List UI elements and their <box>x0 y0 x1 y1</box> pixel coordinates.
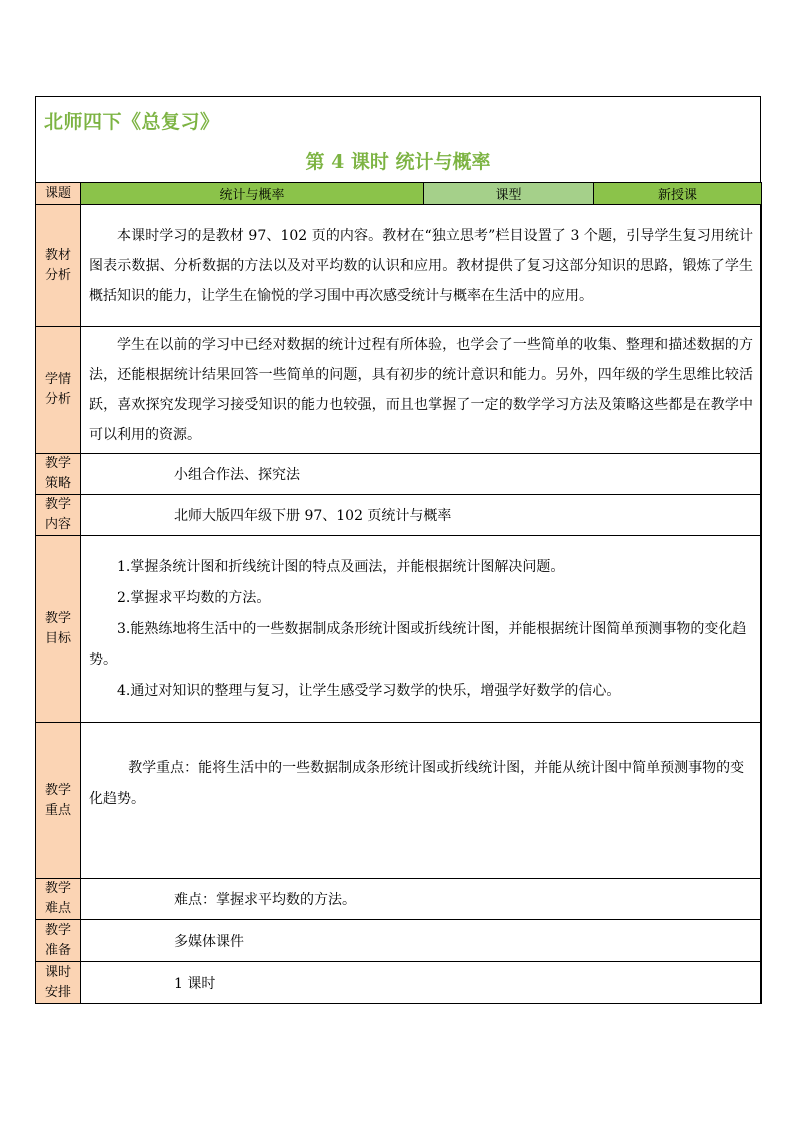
strategy-text: 小组合作法、探究法 <box>81 454 762 495</box>
lesson-title: 第 4 课时 统计与概率 <box>305 151 491 173</box>
student-analysis-text <box>81 327 762 454</box>
student-analysis-paragraph: 学生在以前的学习中已经对数据的统计过程有所体验，也学会了一些简单的收集、整理和描述数据的方法，还能根据统计结果回答一些简单的问题，具有初步的统计意识和能力。另外，四年级的学生思维比较活跃，喜欢探究发现学习接受知识的能力也较强，而且也掌握了一定的数学学习方法及策略这些都是在教学中可以利用的资源。 <box>89 337 753 443</box>
key-points-label <box>36 723 81 879</box>
schedule-row <box>36 962 762 1004</box>
preparation-row <box>36 920 762 962</box>
label-line: 教材 <box>44 247 71 263</box>
preparation-label <box>36 920 81 962</box>
schedule-label <box>36 962 81 1004</box>
label-line: 目标 <box>44 631 71 646</box>
type-label: 课型 <box>424 183 594 205</box>
label-line: 教学 <box>44 497 71 512</box>
label-line: 教学 <box>44 881 71 896</box>
goal-item: 3.能熟练地将生活中的一些数据制成条形统计图或折线统计图，并能根据统计图简单预测事物的变化趋势。 <box>89 620 747 668</box>
content-text: 北师大版四年级下册 97、102 页统计与概率 <box>81 495 762 536</box>
key-points-row <box>36 723 762 879</box>
series-title: 北师四下《总复习》 <box>44 111 220 133</box>
preparation-text: 多媒体课件 <box>81 920 762 962</box>
goal-item: 1.掌握条统计图和折线统计图的特点及画法，并能根据统计图解决问题。 <box>117 558 565 575</box>
label-line: 安排 <box>44 984 71 1000</box>
strategy-row <box>36 454 762 495</box>
label-line: 教学 <box>44 922 71 938</box>
goals-text <box>81 536 762 723</box>
key-points-paragraph: 教学重点：能将生活中的一些数据制成条形统计图或折线统计图，并能从统计图中简单预测事物的变化趋势。 <box>89 760 745 807</box>
lesson-plan-table <box>35 182 762 1004</box>
content-row <box>36 495 762 536</box>
label-line: 策略 <box>44 476 71 491</box>
goals-row <box>36 536 762 723</box>
student-analysis-row <box>36 327 762 454</box>
document-header <box>36 97 760 183</box>
lesson-plan-document <box>35 96 761 1004</box>
difficulty-text: 难点：掌握求平均数的方法。 <box>81 879 762 920</box>
label-line: 学情 <box>44 372 71 387</box>
schedule-text: 1 课时 <box>81 962 762 1004</box>
goals-label <box>36 536 81 723</box>
label-line: 分析 <box>44 392 71 407</box>
material-analysis-text <box>81 205 762 327</box>
label-line: 准备 <box>44 942 71 958</box>
material-analysis-label <box>36 205 81 327</box>
label-line: 教学 <box>44 611 71 626</box>
difficulty-label <box>36 879 81 920</box>
content-label <box>36 495 81 536</box>
label-line: 重点 <box>44 802 71 818</box>
label-line: 课时 <box>44 964 71 980</box>
info-row <box>36 183 762 205</box>
label-line: 难点 <box>44 901 71 916</box>
label-line: 教学 <box>44 456 71 471</box>
key-points-text <box>81 723 762 879</box>
material-analysis-row <box>36 205 762 327</box>
type-value: 新授课 <box>594 183 762 205</box>
goal-item: 4.通过对知识的整理与复习，让学生感受学习数学的快乐，增强学好数学的信心。 <box>117 682 621 699</box>
student-analysis-label <box>36 327 81 454</box>
difficulty-row <box>36 879 762 920</box>
material-analysis-paragraph: 本课时学习的是教材 97、102 页的内容。教材在“独立思考”栏目设置了 3 个题，引导学生复习用统计图表示数据、分析数据的方法以及对平均数的认识和应用。教材提供了复习这部分知识的思路，锻炼了学生概括知识的能力，让学生在愉悦的学习围中再次感受统计与概率在生活中的应用。 <box>89 227 753 304</box>
strategy-label <box>36 454 81 495</box>
label-line: 内容 <box>44 517 71 532</box>
topic-label: 课题 <box>36 183 81 205</box>
label-line: 教学 <box>44 782 71 798</box>
goal-item: 2.掌握求平均数的方法。 <box>117 589 271 606</box>
label-line: 分析 <box>44 267 71 283</box>
topic-value: 统计与概率 <box>81 183 424 205</box>
